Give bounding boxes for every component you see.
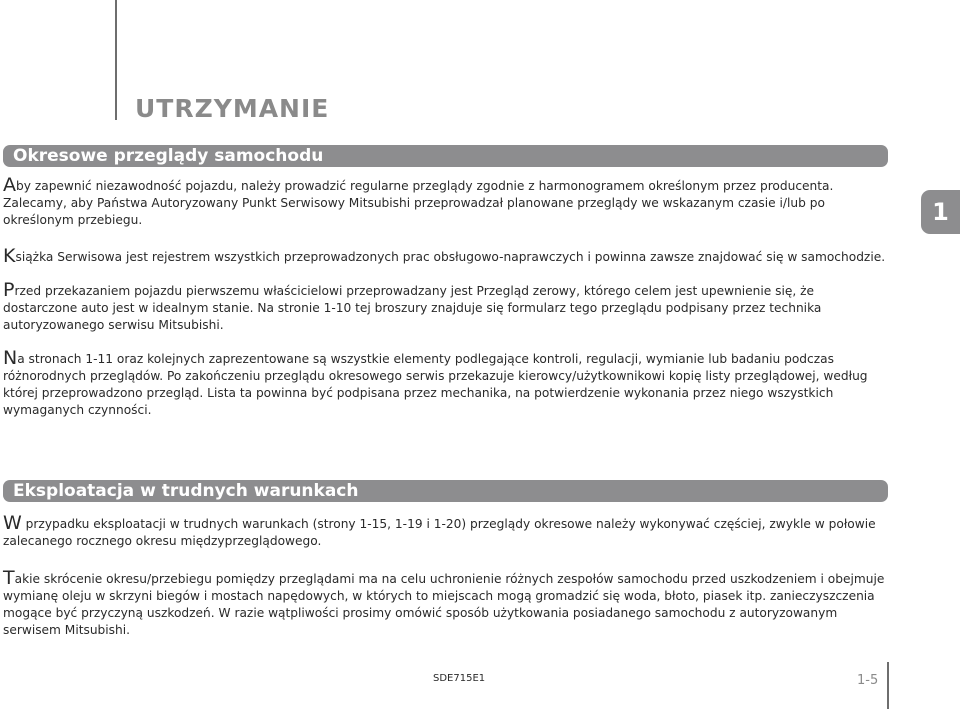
paragraph-text: przypadku eksploatacji w trudnych warunkach (strony 1-15, 1-19 i 1-20) przeglądy okresowe należy wykonywać częściej, zwykle w połowie zalecanego rocznego okresu międzyprzeglądowego. — [3, 517, 876, 548]
page-number: 1-5 — [857, 673, 879, 688]
page-title: UTRZYMANIE — [135, 94, 330, 123]
paragraph-text: a stronach 1-11 oraz kolejnych zaprezentowane są wszystkie elementy podlegające kontroli, regulacji, wymianie lub badaniu podczas różnorodnych przeglądów. Po zakończeniu przeglądu okresowego serwis przekazuje kierowcy/użytkownikowi kopię listy przeglądowej, według której przeprowadzono przegląd. Lista ta powinna być podpisana przez mechanika, na potwierdzenie wykonania przez niego wszystkich wymaganych czynności. — [3, 352, 868, 417]
section-heading: Okresowe przeglądy samochodu — [13, 146, 324, 166]
drop-initial: T — [3, 567, 15, 589]
section-heading: Eksploatacja w trudnych warunkach — [13, 481, 359, 501]
drop-initial: W — [3, 512, 22, 534]
document-code: SDE715E1 — [433, 673, 486, 684]
section-heading-bar — [3, 145, 888, 167]
drop-initial: P — [3, 279, 15, 301]
paragraph-text: akie skrócenie okresu/przebiegu pomiędzy przeglądami ma na celu uchronienie różnych zespołów samochodu przed uszkodzeniem i obejmuje wymianę oleju w skrzyni biegów i mostach napędowych, w których to miejscach mogą gromadzić się woda, błoto, piasek itp. zanieczyszczenia mogące być przyczyną uszkodzeń. W razie wątpliwości prosimy omówić sposób użytkowania posiadanego samochodu z autoryzowanym serwisem Mitsubishi. — [3, 572, 885, 637]
section-heading-bar — [3, 480, 888, 502]
paragraph-text: siążka Serwisowa jest rejestrem wszystkich przeprowadzonych prac obsługowo-naprawczych i powinna zawsze znajdować się w samochodzie. — [15, 250, 886, 264]
paragraph — [3, 279, 889, 334]
paragraph-text: by zapewnić niezawodność pojazdu, należy prowadzić regularne przeglądy zgodnie z harmonogramem określonym przez producenta. Zalecamy, aby Państwa Autoryzowany Punkt Serwisowy Mitsubishi przeprowadzał planowane przeglądy we wskazanym czasie i/lub po określonym przebiegu. — [3, 179, 834, 227]
paragraph — [3, 567, 889, 639]
paragraph — [3, 174, 889, 229]
chapter-tab — [921, 190, 960, 234]
drop-initial: A — [3, 174, 16, 196]
paragraph-text: rzed przekazaniem pojazdu pierwszemu właścicielowi przeprowadzany jest Przegląd zerowy, którego celem jest upewnienie się, że dostarczone auto jest w idealnym stanie. Na stronie 1-10 tej broszury znajduje się formularz tego przeglądu podpisany przez technika autoryzowanego serwisu Mitsubishi. — [3, 284, 822, 332]
paragraph — [3, 512, 889, 550]
chapter-tab-label: 1 — [932, 198, 949, 226]
footer-divider-line — [887, 662, 889, 709]
paragraph — [3, 245, 889, 267]
drop-initial: K — [3, 245, 16, 267]
header-divider-line — [115, 0, 117, 120]
paragraph — [3, 347, 889, 419]
drop-initial: N — [3, 347, 18, 369]
